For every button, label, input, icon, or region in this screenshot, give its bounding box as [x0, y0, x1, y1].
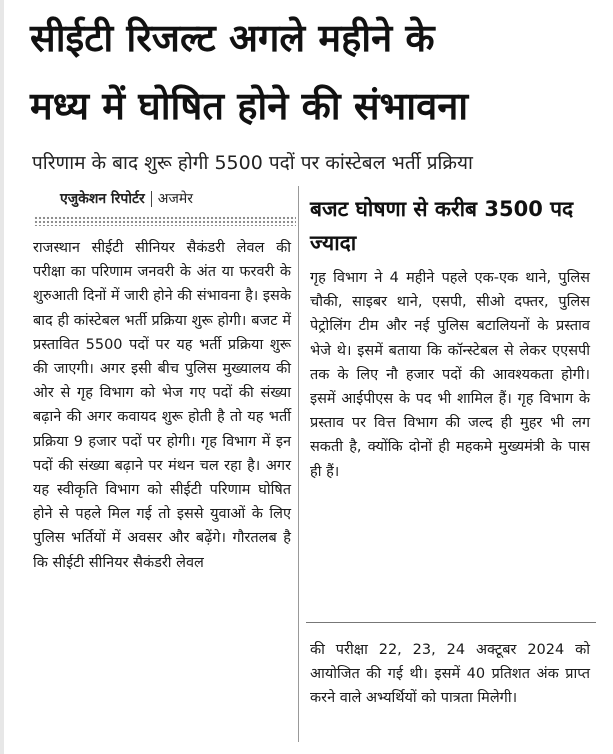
right-column-continuation: की परीक्षा 22, 23, 24 अक्टूबर 2024 को आयोजित की गई थी। इसमें 40 प्रतिशत अंक प्राप्त करने वाले अभ्यर्थियों को पात्रता मिलेगी। [310, 642, 590, 707]
byline-city: अजमेर [157, 191, 193, 207]
subheadline: परिणाम के बाद शुरू होगी 5500 पदों पर कांस्टेबल भर्ती प्रक्रिया [32, 152, 473, 174]
dotted-divider [34, 216, 296, 226]
headline-line-2: मध्य में घोषित होने की संभावना [30, 84, 469, 128]
left-column-body: राजस्थान सीईटी सीनियर सैकंडरी लेवल की परीक्षा का परिणाम जनवरी के अंत या फरवरी के शुरुआती दिनों में जारी होने की संभावना है। इसके बाद ही कांस्टेबल भर्ती प्रक्रिया शुरू होगी। बजट में प्रस्तावित 5500 पदों पर यह भर्ती प्रक्रिया शुरू की जाएगी। अगर इसी बीच पुलिस मुख्यालय की ओर से गृह विभाग को भेज गए पदों की संख्या बढ़ाने की अगर कवायद शुरू होती है तो यह भर्ती प्रक्रिया 9 हजार पदों पर होगी। गृह विभाग में इन पदों की संख्या बढ़ाने पर मंथन चल रहा है। अगर यह स्वीकृति विभाग को सीईटी परिणाम घोषित होने से पहले मिल गई तो इससे युवाओं के लिए पुलिस भर्तियों में अवसर और बढ़ेंगे। गौरतलब है कि सीईटी सीनियर सैकंडरी लेवल [33, 240, 291, 571]
column-divider [298, 186, 299, 742]
page-edge [0, 0, 4, 754]
headline-line-1: सीईटी रिजल्ट अगले महीने के [30, 16, 435, 60]
byline-separator [151, 191, 152, 207]
byline-reporter: एजुकेशन रिपोर्टर [60, 191, 145, 207]
byline [60, 189, 193, 208]
right-column-body: गृह विभाग ने 4 महीने पहले एक-एक थाने, पुलिस चौकी, साइबर थाने, एसपी, सीओ दफ्तर, पुलिस पेट्रोलिंग टीम और नई पुलिस बटालियनों के प्रस्ताव भेजे थे। इसमें बताया कि कॉन्स्टेबल से लेकर एएसपी तक के लिए नौ हजार पदों की आवश्यकता होगी। इसमें आईपीएस के पद भी शामिल हैं। गृह विभाग के प्रस्ताव पर वित्त विभाग की जल्द ही मुहर भी लग सकती है, क्योंकि दोनों ही महकमे मुख्यमंत्री के पास ही हैं। [310, 270, 590, 480]
right-column-subhead: बजट घोषणा से करीब 3500 पद ज्यादा [310, 197, 574, 255]
section-divider [306, 622, 596, 623]
